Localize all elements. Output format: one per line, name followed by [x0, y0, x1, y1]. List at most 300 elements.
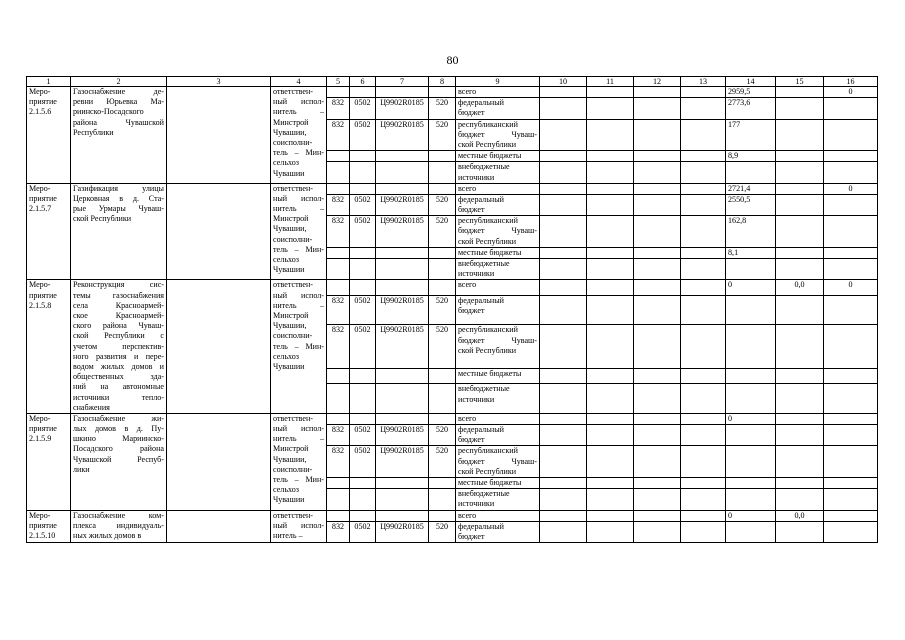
- executor-line: ный испол-: [273, 193, 324, 203]
- code-vr: 520: [429, 194, 456, 215]
- code-grbs: 832: [327, 446, 350, 478]
- executor-line: ответствен-: [273, 183, 314, 193]
- code-csr: [376, 384, 429, 414]
- executor-line: Минстрой: [273, 311, 309, 320]
- value-col15: 0,0: [776, 280, 824, 295]
- measure-name-line: ского района Чуваш-: [73, 321, 164, 331]
- empty-cell: [634, 413, 681, 424]
- code-grbs: 832: [327, 425, 350, 446]
- measure-code-line: Меро-: [29, 87, 51, 96]
- measure-name: [71, 183, 167, 280]
- empty-cell: [587, 521, 634, 542]
- value-col16: [824, 425, 878, 446]
- funding-source: [456, 98, 540, 119]
- code-grbs: [327, 151, 350, 162]
- code-vr: [429, 510, 456, 521]
- empty-cell: [681, 368, 726, 383]
- empty-cell: [681, 295, 726, 324]
- executor-line: Чувашии: [273, 361, 305, 371]
- empty-cell: [167, 413, 271, 510]
- value-col16: [824, 325, 878, 369]
- executor: [271, 413, 327, 510]
- funding-source-line: внебюджетные: [458, 162, 510, 172]
- empty-cell: [540, 119, 587, 151]
- executor-line: Минстрой: [273, 214, 309, 224]
- empty-cell: [634, 384, 681, 414]
- code-rzpr: [350, 151, 376, 162]
- code-rzpr: 0502: [350, 119, 376, 151]
- funding-source-line: источники: [458, 172, 495, 182]
- empty-cell: [634, 183, 681, 194]
- measure-name-line: Посадского района: [73, 444, 164, 454]
- empty-cell: [634, 87, 681, 98]
- empty-cell: [587, 280, 634, 295]
- empty-cell: [681, 425, 726, 446]
- code-grbs: [327, 510, 350, 521]
- measure-name-line: источники тепло-: [73, 392, 164, 402]
- measure-name: [71, 510, 167, 543]
- measure-name-line: Реконструкция сис-: [73, 280, 164, 290]
- empty-cell: [681, 194, 726, 215]
- executor-line: Чувашии,: [273, 321, 307, 331]
- table-row: [27, 510, 878, 521]
- code-vr: [429, 478, 456, 489]
- value-col15: [776, 368, 824, 383]
- empty-cell: [587, 384, 634, 414]
- empty-cell: [634, 325, 681, 369]
- code-csr: Ц9902R0185: [376, 194, 429, 215]
- funding-source: [456, 521, 540, 542]
- funding-source-line: бюджет: [458, 306, 485, 316]
- funding-source-line: внебюджетные: [458, 384, 510, 394]
- executor-line: Чувашии,: [273, 454, 307, 464]
- executor-line: соисполни-: [273, 234, 313, 244]
- code-rzpr: 0502: [350, 521, 376, 542]
- value-col15: [776, 425, 824, 446]
- code-rzpr: [350, 413, 376, 424]
- code-csr: Ц9902R0185: [376, 325, 429, 369]
- code-vr: 520: [429, 325, 456, 369]
- code-rzpr: 0502: [350, 325, 376, 369]
- empty-cell: [540, 87, 587, 98]
- measure-name-line: Газоснабжение ком-: [73, 510, 164, 520]
- code-grbs: 832: [327, 521, 350, 542]
- column-header: 4: [271, 77, 327, 87]
- executor-line: тель – Мин-: [273, 475, 324, 484]
- column-header: 15: [776, 77, 824, 87]
- measure-code: [27, 183, 71, 280]
- executor-line: тель – Мин-: [273, 244, 324, 254]
- empty-cell: [681, 384, 726, 414]
- value-col16: [824, 194, 878, 215]
- empty-cell: [540, 295, 587, 324]
- column-header: 8: [429, 77, 456, 87]
- code-grbs: 832: [327, 194, 350, 215]
- funding-source-line: республиканский: [458, 119, 518, 129]
- funding-source-line: бюджет Чуваш-: [458, 456, 537, 466]
- code-grbs: [327, 384, 350, 414]
- funding-source: [456, 478, 540, 489]
- funding-source-line: бюджет Чуваш-: [458, 335, 537, 345]
- measure-code-line: приятие: [29, 520, 57, 530]
- funding-source-line: бюджет: [458, 531, 485, 541]
- code-grbs: [327, 87, 350, 98]
- executor-line: ответствен-: [273, 510, 314, 520]
- code-grbs: [327, 489, 350, 510]
- executor-line: нитель –: [273, 530, 303, 540]
- empty-cell: [634, 489, 681, 510]
- code-rzpr: 0502: [350, 295, 376, 324]
- code-rzpr: [350, 259, 376, 280]
- executor-line: ответствен-: [273, 87, 314, 96]
- empty-cell: [540, 368, 587, 383]
- funding-source: [456, 425, 540, 446]
- value-col15: [776, 162, 824, 183]
- empty-cell: [681, 216, 726, 248]
- measure-code-line: приятие: [29, 97, 57, 107]
- empty-cell: [587, 295, 634, 324]
- value-col14: 2550,5: [726, 194, 776, 215]
- code-grbs: 832: [327, 325, 350, 369]
- value-col15: [776, 259, 824, 280]
- value-col15: [776, 295, 824, 324]
- code-grbs: 832: [327, 119, 350, 151]
- value-col16: [824, 162, 878, 183]
- code-rzpr: 0502: [350, 98, 376, 119]
- empty-cell: [634, 98, 681, 119]
- empty-cell: [587, 425, 634, 446]
- measure-name-line: Газоснабжение жи-: [73, 413, 164, 423]
- code-vr: 520: [429, 119, 456, 151]
- code-csr: [376, 478, 429, 489]
- value-col15: [776, 98, 824, 119]
- empty-cell: [540, 510, 587, 521]
- value-col14: 0: [726, 413, 776, 424]
- funding-source-line: источники: [458, 499, 495, 509]
- value-col16: [824, 295, 878, 324]
- executor-line: ный испол-: [273, 290, 324, 300]
- empty-cell: [681, 325, 726, 369]
- page-number: 80: [446, 53, 459, 67]
- column-header: 6: [350, 77, 376, 87]
- code-rzpr: [350, 162, 376, 183]
- empty-cell: [681, 259, 726, 280]
- funding-source: [456, 247, 540, 258]
- executor-line: Чувашии: [273, 495, 305, 505]
- column-header: 10: [540, 77, 587, 87]
- value-col16: 0: [824, 183, 878, 194]
- executor-line: соисполни-: [273, 137, 313, 147]
- code-grbs: [327, 413, 350, 424]
- measure-name-line: Газоснабжение де-: [73, 87, 164, 96]
- code-vr: [429, 384, 456, 414]
- funding-source-line: источники: [458, 394, 495, 404]
- empty-cell: [587, 510, 634, 521]
- code-vr: [429, 259, 456, 280]
- code-csr: [376, 247, 429, 258]
- executor-line: Чувашии,: [273, 127, 307, 137]
- column-header: 11: [587, 77, 634, 87]
- funding-source: [456, 489, 540, 510]
- empty-cell: [634, 259, 681, 280]
- empty-cell: [167, 183, 271, 280]
- empty-cell: [587, 478, 634, 489]
- value-col16: [824, 247, 878, 258]
- empty-cell: [540, 216, 587, 248]
- code-grbs: [327, 280, 350, 295]
- empty-cell: [681, 446, 726, 478]
- measure-code-line: приятие: [29, 290, 57, 300]
- funding-source-line: бюджет: [458, 108, 485, 118]
- value-col15: [776, 384, 824, 414]
- funding-source: [456, 183, 540, 194]
- measure-code-line: Меро-: [29, 280, 51, 290]
- value-col15: [776, 521, 824, 542]
- code-rzpr: [350, 489, 376, 510]
- funding-source-line: местные бюджеты: [458, 368, 522, 378]
- empty-cell: [540, 259, 587, 280]
- empty-cell: [540, 446, 587, 478]
- code-vr: [429, 489, 456, 510]
- empty-cell: [167, 280, 271, 413]
- column-header: 1: [27, 77, 71, 87]
- value-col15: [776, 183, 824, 194]
- measure-code: [27, 87, 71, 184]
- funding-source-line: внебюджетные: [458, 259, 510, 269]
- table-row: [27, 183, 878, 194]
- value-col14: [726, 259, 776, 280]
- executor-line: Минстрой: [273, 444, 309, 454]
- empty-cell: [634, 151, 681, 162]
- funding-source-line: всего: [458, 280, 477, 290]
- measure-name-line: темы газоснабжения: [73, 290, 164, 300]
- value-col16: [824, 489, 878, 510]
- empty-cell: [681, 98, 726, 119]
- funding-source-line: бюджет: [458, 435, 485, 445]
- empty-cell: [587, 162, 634, 183]
- code-csr: [376, 510, 429, 521]
- funding-source-line: местные бюджеты: [458, 478, 522, 488]
- measure-name-line: плекса индивидуаль-: [73, 520, 164, 530]
- code-grbs: 832: [327, 216, 350, 248]
- code-csr: [376, 368, 429, 383]
- funding-source-line: федеральный: [458, 521, 504, 531]
- empty-cell: [587, 87, 634, 98]
- code-vr: [429, 247, 456, 258]
- measure-name-line: ных жилых домов в: [73, 530, 142, 540]
- executor-line: Чувашии: [273, 265, 305, 275]
- executor-line: Минстрой: [273, 117, 309, 127]
- value-col15: [776, 325, 824, 369]
- funding-source-line: всего: [458, 87, 477, 96]
- value-col16: [824, 368, 878, 383]
- empty-cell: [634, 368, 681, 383]
- value-col16: [824, 384, 878, 414]
- empty-cell: [540, 384, 587, 414]
- value-col14: 2959,5: [726, 87, 776, 98]
- value-col16: [824, 521, 878, 542]
- funding-source-line: бюджет: [458, 205, 485, 215]
- measure-code-line: приятие: [29, 424, 57, 434]
- funding-source: [456, 510, 540, 521]
- executor-line: нитель –: [273, 300, 324, 310]
- code-vr: 520: [429, 295, 456, 324]
- executor-line: сельхоз: [273, 255, 299, 265]
- measure-name: [71, 87, 167, 184]
- code-vr: [429, 280, 456, 295]
- empty-cell: [587, 98, 634, 119]
- value-col14: 177: [726, 119, 776, 151]
- table-row: [27, 413, 878, 424]
- code-csr: Ц9902R0185: [376, 216, 429, 248]
- funding-source-line: ской Республики: [458, 345, 517, 355]
- code-rzpr: [350, 247, 376, 258]
- empty-cell: [540, 489, 587, 510]
- value-col14: [726, 368, 776, 383]
- funding-source-line: всего: [458, 413, 477, 423]
- empty-cell: [540, 162, 587, 183]
- executor-line: нитель –: [273, 107, 324, 117]
- empty-cell: [587, 259, 634, 280]
- measure-name-line: лики: [73, 464, 90, 474]
- executor-line: ответствен-: [273, 413, 314, 423]
- code-rzpr: [350, 183, 376, 194]
- funding-source: [456, 295, 540, 324]
- funding-source: [456, 259, 540, 280]
- value-col15: [776, 119, 824, 151]
- funding-source-line: ской Республики: [458, 466, 517, 476]
- empty-cell: [634, 216, 681, 248]
- value-col14: 162,8: [726, 216, 776, 248]
- executor-line: сельхоз: [273, 351, 299, 361]
- empty-cell: [587, 325, 634, 369]
- value-col14: [726, 425, 776, 446]
- value-col14: 2721,4: [726, 183, 776, 194]
- measure-code-line: Меро-: [29, 183, 51, 193]
- funding-source-line: ской Республики: [458, 236, 517, 246]
- value-col15: [776, 413, 824, 424]
- funding-source: [456, 216, 540, 248]
- code-grbs: [327, 162, 350, 183]
- measure-code-line: 2.1.5.6: [29, 107, 52, 117]
- empty-cell: [540, 478, 587, 489]
- empty-cell: [681, 521, 726, 542]
- funding-source-line: источники: [458, 269, 495, 279]
- column-header: 12: [634, 77, 681, 87]
- measure-name-line: района Чувашской: [73, 117, 164, 127]
- empty-cell: [681, 87, 726, 98]
- code-grbs: [327, 247, 350, 258]
- column-header: 5: [327, 77, 350, 87]
- code-vr: 520: [429, 425, 456, 446]
- column-header: 13: [681, 77, 726, 87]
- value-col14: 0: [726, 510, 776, 521]
- funding-source-line: республиканский: [458, 325, 518, 335]
- measure-code: [27, 280, 71, 413]
- empty-cell: [587, 216, 634, 248]
- code-vr: [429, 87, 456, 98]
- measure-name-line: Газификация улицы: [73, 183, 164, 193]
- code-grbs: 832: [327, 295, 350, 324]
- empty-cell: [587, 368, 634, 383]
- code-vr: [429, 162, 456, 183]
- code-rzpr: [350, 384, 376, 414]
- empty-cell: [681, 280, 726, 295]
- executor-line: тель – Мин-: [273, 341, 324, 351]
- code-csr: Ц9902R0185: [376, 521, 429, 542]
- code-vr: [429, 151, 456, 162]
- measure-name-line: ской Республики с: [73, 331, 164, 341]
- code-vr: 520: [429, 216, 456, 248]
- code-csr: Ц9902R0185: [376, 119, 429, 151]
- empty-cell: [681, 247, 726, 258]
- value-col16: [824, 151, 878, 162]
- empty-cell: [540, 247, 587, 258]
- code-csr: [376, 280, 429, 295]
- funding-source: [456, 446, 540, 478]
- code-grbs: [327, 478, 350, 489]
- code-csr: Ц9902R0185: [376, 98, 429, 119]
- funding-source: [456, 194, 540, 215]
- funding-source: [456, 368, 540, 383]
- empty-cell: [540, 521, 587, 542]
- code-csr: [376, 259, 429, 280]
- executor-line: нитель –: [273, 434, 324, 444]
- code-rzpr: [350, 368, 376, 383]
- measure-name: [71, 413, 167, 510]
- value-col15: [776, 446, 824, 478]
- measure-name-line: общественных зда-: [73, 372, 164, 382]
- value-col15: [776, 87, 824, 98]
- empty-cell: [587, 119, 634, 151]
- value-col16: 0: [824, 280, 878, 295]
- measure-name-line: Республики: [73, 127, 114, 137]
- measure-code: [27, 413, 71, 510]
- empty-cell: [587, 413, 634, 424]
- measure-name-line: села Красноармей-: [73, 300, 164, 310]
- executor-line: ный испол-: [273, 424, 324, 434]
- funding-source-line: федеральный: [458, 98, 504, 108]
- value-col16: [824, 119, 878, 151]
- value-col14: 8,1: [726, 247, 776, 258]
- funding-source: [456, 280, 540, 295]
- executor-line: нитель –: [273, 204, 324, 214]
- code-csr: [376, 162, 429, 183]
- funding-source: [456, 87, 540, 98]
- funding-source-line: республиканский: [458, 446, 518, 456]
- funding-source-line: внебюджетные: [458, 489, 510, 499]
- value-col16: [824, 259, 878, 280]
- measure-code: [27, 510, 71, 543]
- empty-cell: [587, 151, 634, 162]
- code-csr: [376, 489, 429, 510]
- executor-line: соисполни-: [273, 464, 313, 474]
- empty-cell: [540, 151, 587, 162]
- code-csr: [376, 87, 429, 98]
- empty-cell: [634, 446, 681, 478]
- measure-name-line: ний на автономные: [73, 382, 164, 392]
- executor-line: тель – Мин-: [273, 148, 324, 158]
- code-rzpr: 0502: [350, 216, 376, 248]
- empty-cell: [587, 247, 634, 258]
- empty-cell: [681, 162, 726, 183]
- empty-cell: [681, 510, 726, 521]
- value-col16: 0: [824, 87, 878, 98]
- value-col14: 0: [726, 280, 776, 295]
- executor-line: Чувашии: [273, 168, 305, 178]
- value-col16: [824, 216, 878, 248]
- measure-code-line: приятие: [29, 193, 57, 203]
